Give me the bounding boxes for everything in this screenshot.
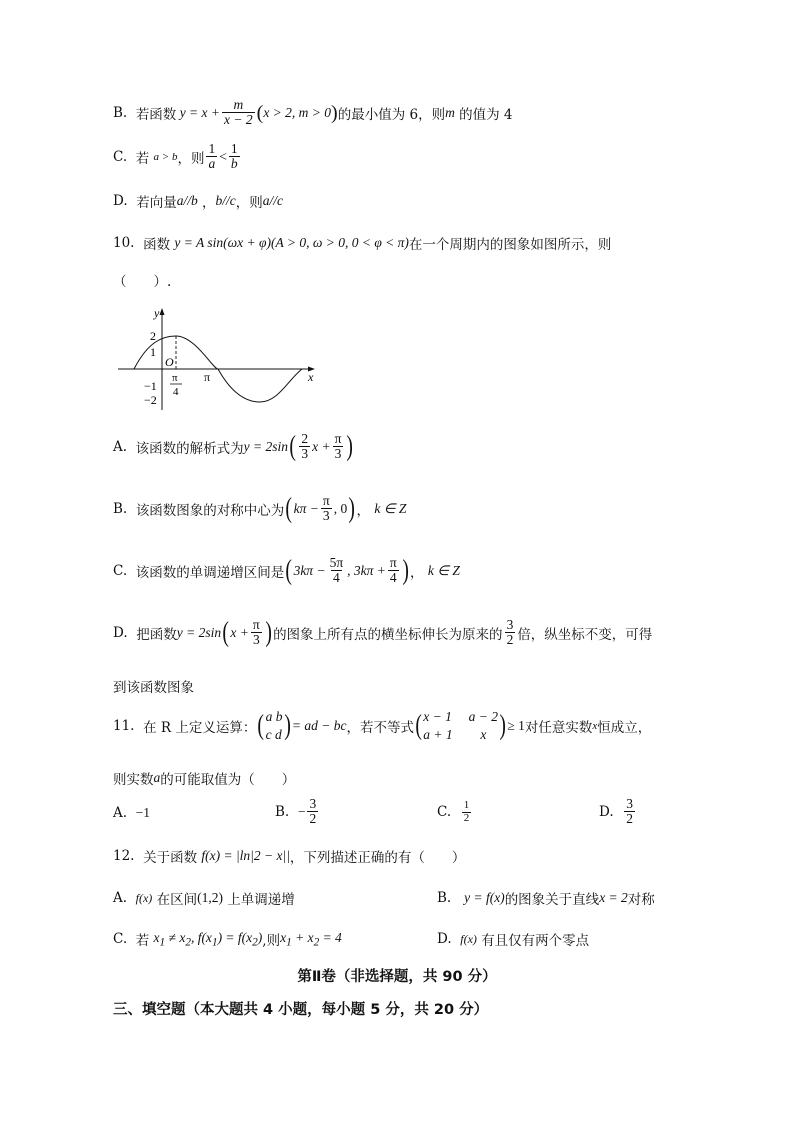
q10-blank: （ ）. xyxy=(113,274,172,290)
x-tick-pi: π xyxy=(204,370,211,384)
part2-heading: 第Ⅱ卷（非选择题，共 90 分） xyxy=(297,969,497,985)
y-tick-2: 2 xyxy=(150,329,156,343)
q10-option-a: A. 该函数的解析式为 y = 2sin ( $\frac{2}{3}$ x + $\frac{\pi}{3}$ ) xyxy=(113,430,354,462)
q11-option-b: B. − $\frac{3}{2}$ xyxy=(275,796,317,827)
y-tick-1: 1 xyxy=(150,345,156,359)
q10-option-d: D. 把函数 y = 2sin ( x + $\frac{\pi}{3}$ ) 的图象上所有点的横坐标伸长为原来的 $\frac{3}{2}$ 倍，纵坐标不变，可得 xyxy=(113,616,653,648)
function-formula: y = x + xyxy=(176,104,221,120)
q10-option-d-cont: 到该函数图象 xyxy=(113,680,194,696)
y-tick-neg2: −2 xyxy=(144,393,157,407)
q12-option-b: B. y = f(x) 的图象关于直线 x = 2 对称 xyxy=(437,890,655,908)
q11-stem: 11. 在 R 上定义运算： ( a b c d ) = ad − bc ，若不等式 ( x − 1 a − 2 a + 1 x ) ≥ 1 对任意实数 x 恒成立， xyxy=(113,709,652,743)
sine-graph xyxy=(110,302,325,414)
y-tick-neg1: −1 xyxy=(144,379,157,393)
x-axis-label: x xyxy=(308,370,314,384)
x-tick-pi4-num: π xyxy=(172,372,178,384)
q12-option-c: C. 若 $x_1 \ne x_2$, $f(x_1) = f(x_2)$ ,则 $x_1 + x_2 = 4$ xyxy=(113,929,342,949)
q11-line2: 则实数 a 的可能取值为（ ） xyxy=(113,770,296,788)
q10-option-c: C. 该函数的单调递增区间是 ( 3kπ − $\frac{5\pi}{4}$ , 3kπ + $\frac{\pi}{4}$ ) ， k ∈ Z xyxy=(113,554,460,586)
q10-stem: 10. 函数 y = A sin(ωx + φ)(A > 0, ω > 0, 0 < φ < π) 在一个周期内的图象如图所示，则 xyxy=(113,235,612,253)
y-axis-label: y xyxy=(154,306,160,320)
q10-option-b: B. 该函数图象的对称中心为 ( kπ − $\frac{\pi}{3}$ , 0 ) ， k ∈ Z xyxy=(113,492,407,524)
section3-heading: 三、填空题（本大题共 4 小题，每小题 5 分，共 20 分） xyxy=(113,1002,489,1018)
q12-option-d: D. f(x) 有且仅有两个零点 xyxy=(437,931,590,949)
origin-label: O xyxy=(165,355,174,369)
q12-option-a: A. f(x) 在区间 (1,2) 上单调递增 xyxy=(113,890,295,908)
q11-option-d: D. $\frac{3}{2}$ xyxy=(599,796,633,827)
q12-stem: 12. 关于函数 f(x) = |ln|2 − x|| ，下列描述正确的有（ ） xyxy=(113,848,466,866)
x-tick-pi4-den: 4 xyxy=(173,386,179,398)
q11-option-c: C. $\frac{1}{2}$ xyxy=(437,799,470,824)
q9-option-b: B. 若函数 y = x + $\frac{m}{x - 2}$ ( x > 2, m > 0 ) 的最小值为 6，则 m 的值为 4 xyxy=(113,97,513,128)
q9-option-d: D. 若向量 a//b ， b//c ，则 a//c xyxy=(113,193,284,211)
q9-option-c: C. 若 a > b ，则 $\frac{1}{a}$ < $\frac{1}{b}$ xyxy=(113,141,238,172)
q11-option-a: A. −1 xyxy=(113,805,151,821)
